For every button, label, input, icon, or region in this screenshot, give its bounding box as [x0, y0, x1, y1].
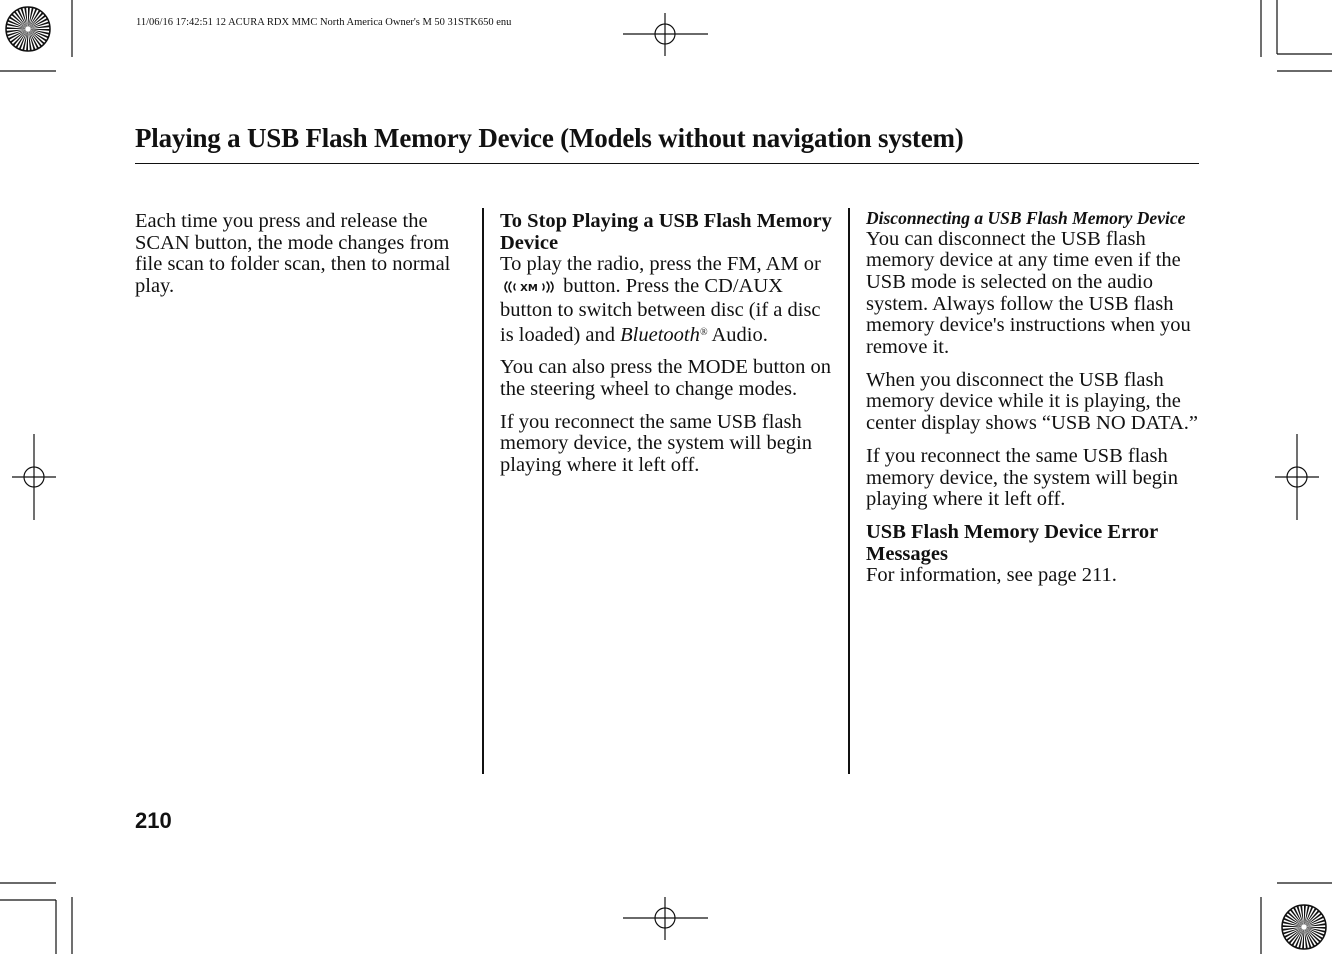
column-divider: [482, 208, 484, 774]
section-heading: To Stop Playing a USB Flash Memory Device: [500, 210, 832, 254]
paragraph: To play the radio, press the FM, AM or XM button. Press the CD/AUX button to switch between disc (if a disc is loaded) and Bluetooth® Audio.: [500, 253, 821, 346]
paragraph: Each time you press and release the SCAN button, the mode changes from file scan to folder scan, then to normal play.: [135, 210, 451, 298]
svg-text:XM: XM: [520, 283, 538, 295]
column-1: [135, 211, 465, 309]
registration-starburst-icon: [6, 7, 50, 51]
column-3: [866, 208, 1200, 598]
paragraph: You can disconnect the USB flash memory device at any time even if the USB mode is selected on the audio system. Always follow the USB flash memory device's instructions when you remove it.: [866, 227, 1191, 359]
xm-radio-icon: [501, 278, 557, 300]
registration-crosshair-icon: [1275, 434, 1319, 520]
print-slug: 11/06/16 17:42:51 12 ACURA RDX MMC North America Owner's M 50 31STK650 enu: [136, 17, 512, 28]
title-rule: [135, 163, 1199, 164]
paragraph: When you disconnect the USB flash memory device while it is playing, the center display shows “USB NO DATA.”: [866, 368, 1199, 435]
paragraph: For information, see page 211.: [866, 564, 1117, 587]
section-heading: USB Flash Memory Device Error Messages: [866, 520, 1158, 565]
page-number: 210: [135, 808, 172, 833]
paragraph: You can also press the MODE button on the steering wheel to change modes.: [500, 356, 832, 400]
paragraph: If you reconnect the same USB flash memory device, the system will begin playing where it left off.: [500, 410, 812, 477]
column-2: [500, 211, 836, 488]
section-heading: Disconnecting a USB Flash Memory Device: [866, 208, 1186, 228]
registration-crosshair-icon: [623, 13, 708, 56]
registration-starburst-icon: [1282, 905, 1326, 949]
registration-crosshair-icon: [623, 897, 708, 940]
page-title: Playing a USB Flash Memory Device (Models without navigation system): [135, 123, 964, 153]
registration-crosshair-icon: [12, 434, 56, 520]
paragraph: If you reconnect the same USB flash memory device, the system will begin playing where it left off.: [866, 444, 1178, 511]
column-divider: [848, 208, 850, 774]
